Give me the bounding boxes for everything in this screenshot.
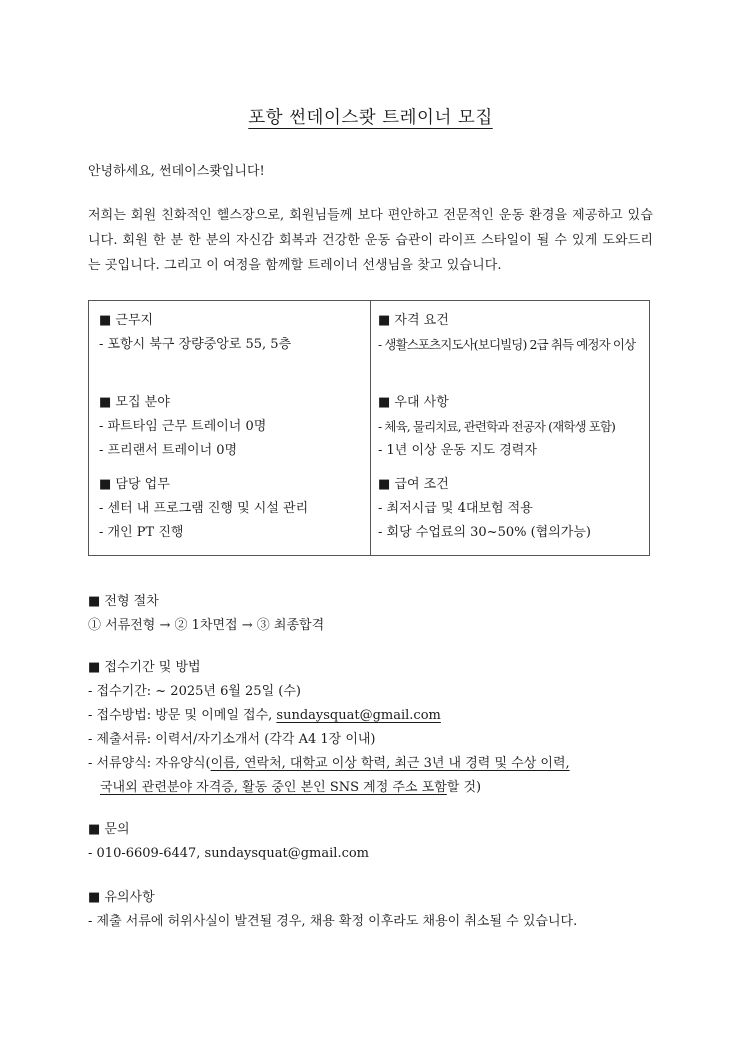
preference-item: - 체육, 물리치료, 관련학과 전공자 (재학생 포함) <box>378 419 616 434</box>
apply-format-prefix: - 서류양식: 자유양식( <box>88 756 211 771</box>
workplace-heading: ■ 근무지 <box>99 313 154 328</box>
salary-heading: ■ 급여 조건 <box>378 477 449 492</box>
workplace-address: - 포항시 북구 장량중앙로 55, 5층 <box>99 337 292 352</box>
process-section <box>88 590 653 638</box>
qualification-block <box>378 309 649 381</box>
process-steps: ① 서류전형 → ② 1차면접 → ③ 최종합격 <box>88 618 325 633</box>
qualification-item: - 생활스포츠지도사(보디빌딩) 2급 취득 예정자 이상 <box>378 337 636 352</box>
apply-format-details-2: 국내외 관련분야 자격증, 활동 중인 본인 SNS 계정 주소 포함 <box>100 780 447 795</box>
preference-heading: ■ 우대 사항 <box>378 395 449 410</box>
intro-paragraph: 저희는 회원 친화적인 헬스장으로, 회원님들께 보다 편안하고 전문적인 운동 환경을 제공하고 있습니다. 회원 한 분 한 분의 자신감 회복과 건강한 운동 습관이 라이프 스타일이 될 수 있게 도와드리는 곳입니다. 그리고 이 여정을 함께할 트레이너 선생님을 찾고 있습니다. <box>88 208 653 273</box>
apply-method-text: - 접수방법: 방문 및 이메일 접수, <box>88 708 277 723</box>
apply-period: - 접수기간: ~ 2025년 6월 25일 (수) <box>88 684 301 699</box>
info-table-left-column <box>89 301 370 555</box>
contact-section <box>88 818 653 866</box>
qualification-heading: ■ 자격 요건 <box>378 313 449 328</box>
recruit-field-block <box>99 391 370 463</box>
page-title <box>88 104 653 129</box>
notice-line: - 제출 서류에 허위사실이 발견될 경우, 채용 확정 이후라도 채용이 취소될 수 있습니다. <box>88 914 578 929</box>
contact-heading: ■ 문의 <box>88 822 130 837</box>
apply-method <box>88 704 653 728</box>
greeting: 안녕하세요, 썬데이스쾃입니다! <box>88 164 265 179</box>
apply-section <box>88 656 653 800</box>
salary-item: - 회당 수업료의 30~50% (협의가능) <box>378 525 591 540</box>
preference-block <box>378 391 649 463</box>
title-text: 포항 썬데이스쾃 트레이너 모집 <box>248 108 493 128</box>
duties-item: - 개인 PT 진행 <box>99 525 184 540</box>
process-heading: ■ 전형 절차 <box>88 594 159 609</box>
apply-format-continued <box>88 776 653 800</box>
notice-section <box>88 886 653 934</box>
apply-format-suffix: 할 것) <box>446 780 482 795</box>
email-link[interactable]: sundaysquat@gmail.com <box>276 708 441 723</box>
apply-heading: ■ 접수기간 및 방법 <box>88 660 201 675</box>
apply-documents: - 제출서류: 이력서/자기소개서 (각각 A4 1장 이내) <box>88 732 376 747</box>
workplace-block <box>99 309 370 381</box>
recruit-field-heading: ■ 모집 분야 <box>99 395 170 410</box>
recruit-field-item: - 파트타임 근무 트레이너 0명 <box>99 419 267 434</box>
preference-item: - 1년 이상 운동 지도 경력자 <box>378 443 537 458</box>
salary-block <box>378 473 649 545</box>
duties-heading: ■ 담당 업무 <box>99 477 170 492</box>
info-table <box>88 300 650 556</box>
salary-item: - 최저시급 및 4대보험 적용 <box>378 501 533 516</box>
duties-block <box>99 473 370 545</box>
recruit-field-item: - 프리랜서 트레이너 0명 <box>99 443 238 458</box>
apply-format <box>88 752 653 776</box>
info-table-right-column <box>370 301 649 555</box>
apply-format-details: 이름, 연락처, 대학교 이상 학력, 최근 3년 내 경력 및 수상 이력, <box>210 756 570 771</box>
duties-item: - 센터 내 프로그램 진행 및 시설 관리 <box>99 501 309 516</box>
contact-line: - 010-6609-6447, sundaysquat@gmail.com <box>88 846 370 861</box>
notice-heading: ■ 유의사항 <box>88 890 155 905</box>
